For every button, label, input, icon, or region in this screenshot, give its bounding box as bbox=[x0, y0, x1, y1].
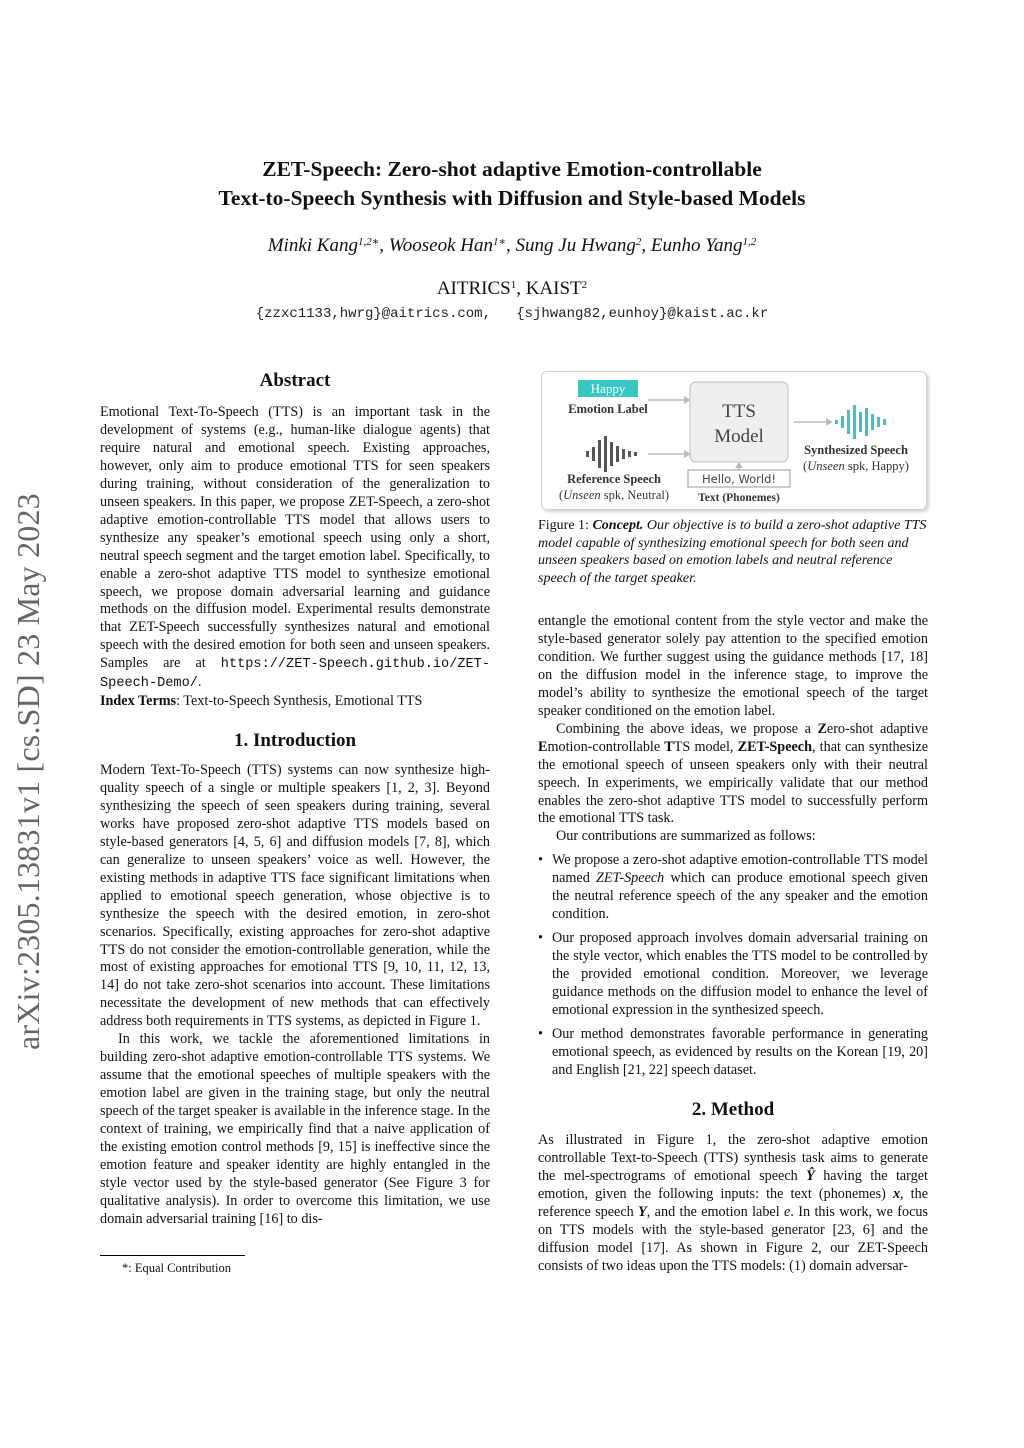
list-item: • We propose a zero-shot adaptive emotion-controllable TTS model named ZET-Speech which can produce emotional speech given the neutral reference speech of the any speaker and the emotion condition. bbox=[538, 852, 928, 923]
introduction-heading: 1. Introduction bbox=[233, 730, 357, 751]
list-item: • Our proposed approach involves domain adversarial training on the style vector, which enables the TTS model to be controlled by the provided emotional condition. Moreover, we leverage guidance methods on the diffusion model to enhance the level of emotional expression in the synthesized speech. bbox=[538, 930, 928, 1019]
reference-waveform-icon bbox=[586, 436, 637, 472]
author-2: Wooseok Han bbox=[388, 235, 494, 256]
title-line-1: ZET-Speech: Zero-shot adaptive Emotion-controllable bbox=[262, 157, 762, 181]
paper-title bbox=[100, 155, 924, 213]
method-body bbox=[538, 1132, 928, 1276]
author-list: Minki Kang$^{1,2∗}$, Wooseok Han$^{1∗}$, Sung Ju Hwang$^2$, Eunho Yang$^{1,2}$ bbox=[267, 235, 757, 256]
introduction-body bbox=[100, 762, 490, 1229]
author-3: Sung Ju Hwang bbox=[515, 235, 636, 256]
abstract-heading: Abstract bbox=[259, 370, 331, 391]
right-column-body bbox=[538, 613, 928, 1086]
reference-speech-title: Reference Speech bbox=[567, 472, 661, 486]
figure-1-caption: Figure 1: Concept. Our objective is to build a zero-shot adaptive TTS model capable of synthesizing emotional speech for both seen and unseen speakers based on emotion labels and neutral reference speech of the target speaker. bbox=[538, 518, 927, 586]
hello-world-text: Hello, World! bbox=[701, 472, 777, 486]
arxiv-stamp: arXiv:2305.13831v1 [cs.SD] 23 May 2023 bbox=[10, 493, 46, 1050]
list-item: • Our method demonstrates favorable performance in generating emotional speech, as evidenced by results on the Korean [19, 20] and English [21, 22] speech dataset. bbox=[538, 1025, 928, 1078]
figure-1-diagram bbox=[542, 372, 926, 509]
happy-label: Happy bbox=[590, 381, 626, 396]
contributions-list bbox=[538, 852, 928, 1079]
reference-speech-subtitle: (Unseen spk, Neutral) bbox=[558, 488, 670, 502]
col2-paragraph-1: entangle the emotional content from the style vector and make the style-based generator solely pay attention to the specified emotion condition. We further suggest using the guidance methods [17, 18] on the diffusion model in the inference stage, to improve the model’s ability to synthesize the emotional speech of the target speaker conditioned on the emotion label. bbox=[538, 613, 928, 719]
index-terms-label: Index Terms bbox=[100, 693, 177, 710]
samples-link[interactable]: https://ZET-Speech.github.io/ZET-Speech-Demo/ bbox=[100, 657, 490, 692]
author-4: Eunho Yang bbox=[650, 235, 743, 256]
synthesized-speech-title: Synthesized Speech bbox=[804, 443, 908, 457]
affiliations: AITRICS$^1$, KAIST$^2$ bbox=[436, 278, 588, 299]
method-heading: 2. Method bbox=[691, 1099, 775, 1120]
figure-1 bbox=[541, 371, 927, 510]
abstract-body: Emotional Text-To-Speech (TTS) is an important task in the development of systems (e.g., human-like dialogue agents) that require natural and emotional speech. Existing approaches, however, only aim to produce emotional TTS for seen speakers during training, without consideration of the generalization to unseen speakers. In this paper, we propose ZET-Speech, a zero-shot adaptive emotion-controllable TTS model that allows users to synthesize any speaker’s emotional speech using only a short, neutral speech segment and the target emotion label. Specifically, to enable a zero-shot adaptive TTS model to synthesize emotional speech, we propose domain adversarial learning and guidance methods on the diffusion model. Experimental results demonstrate that ZET-Speech successfully synthesizes natural and emotional speech with the desired emotion for both seen and unseen speakers. Samples are at https://ZET-Speech.github.io/ZET-Speech-Demo/. Index Terms: Text-to-Speech Synthesis, Emotional TTS bbox=[100, 404, 490, 710]
tts-model-box bbox=[690, 382, 788, 462]
tts-model-label-2: Model bbox=[714, 426, 764, 447]
title-line-2: Text-to-Speech Synthesis with Diffusion and Style-based Models bbox=[218, 186, 806, 210]
synthesized-speech-subtitle: (Unseen spk, Happy) bbox=[803, 459, 909, 473]
intro-paragraph-1: Modern Text-To-Speech (TTS) systems can now synthesize high-quality speech of a single or multiple speakers [1, 2, 3]. Beyond synthesizing the speech of seen speakers during training, several works have proposed zero-shot adaptive TTS models based on style-based generators [4, 5, 6] and diffusion models [7, 8], which can generalize to unseen speakers’ voice as well. However, the existing methods in adaptive TTS face significant limitations when applied to emotional speech generation, whose objective is to synthesize the speech with the desired emotion, in zero-shot scenarios. Specifically, existing approaches for zero-shot adaptive TTS do not consider the emotion-controllable generation, while the most of existing approaches for emotional TTS [9, 10, 11, 12, 13, 14] do not take zero-shot scenarios into account. These limitations necessitate the development of new methods that can effectively address both requirements in TTS systems, as depicted in Figure 1. bbox=[100, 762, 490, 1030]
intro-paragraph-2: In this work, we tackle the aforementioned limitations in building zero-shot adaptive emotion-controllable TTS systems. We assume that the emotional speeches of multiple speakers with the emotion label are given in the training stage, but only the neutral speech of the target speaker is available in the inference stage. In the context of training, we empirically find that a naive application of the existing emotion control methods [9, 15] is ineffective since the emotion feature and speaker identity are highly entangled in the style vector used by the style-based generator (See Figure 3 for qualitative analysis). In order to overcome this limitation, we use domain adversarial training [16] to dis- bbox=[100, 1031, 490, 1227]
tts-model-label-1: TTS bbox=[722, 401, 756, 422]
author-1: Minki Kang bbox=[267, 235, 358, 256]
synthesized-waveform-icon bbox=[835, 405, 886, 439]
col2-paragraph-2: Combining the above ideas, we propose a Zero-shot adaptive Emotion-controllable TTS model, ZET-Speech, that can synthesize the emotional speech of unseen speakers only with their neutral speech. In experiments, we empirically validate that our method enables the zero-shot adaptive TTS model to successfully perform the emotional TTS task. bbox=[538, 720, 929, 827]
text-phonemes-label: Text (Phonemes) bbox=[698, 492, 780, 504]
emotion-label-text: Emotion Label bbox=[568, 402, 648, 416]
method-paragraph-1: As illustrated in Figure 1, the zero-shot adaptive emotion controllable Text-to-Speech (TTS) synthesis task aims to generate the mel-spectrograms of emotional speech Ŷ having the target emotion, given the following inputs: the text (phonemes) x, the reference speech Y, and the emotion label e. In this work, we focus on TTS models with the style-based generator [23, 6] and the diffusion model [17]. As shown in Figure 2, our ZET-Speech consists of two ideas upon the TTS models: (1) domain adversar- bbox=[538, 1132, 929, 1274]
col2-paragraph-3: Our contributions are summarized as follows: bbox=[556, 828, 816, 845]
footnote: *: Equal Contribution bbox=[122, 1261, 232, 1275]
author-emails: {zzxc1133,hwrg}@aitrics.com, {sjhwang82,eunhoy}@kaist.ac.kr bbox=[255, 306, 769, 322]
footnote-rule bbox=[100, 1255, 245, 1256]
